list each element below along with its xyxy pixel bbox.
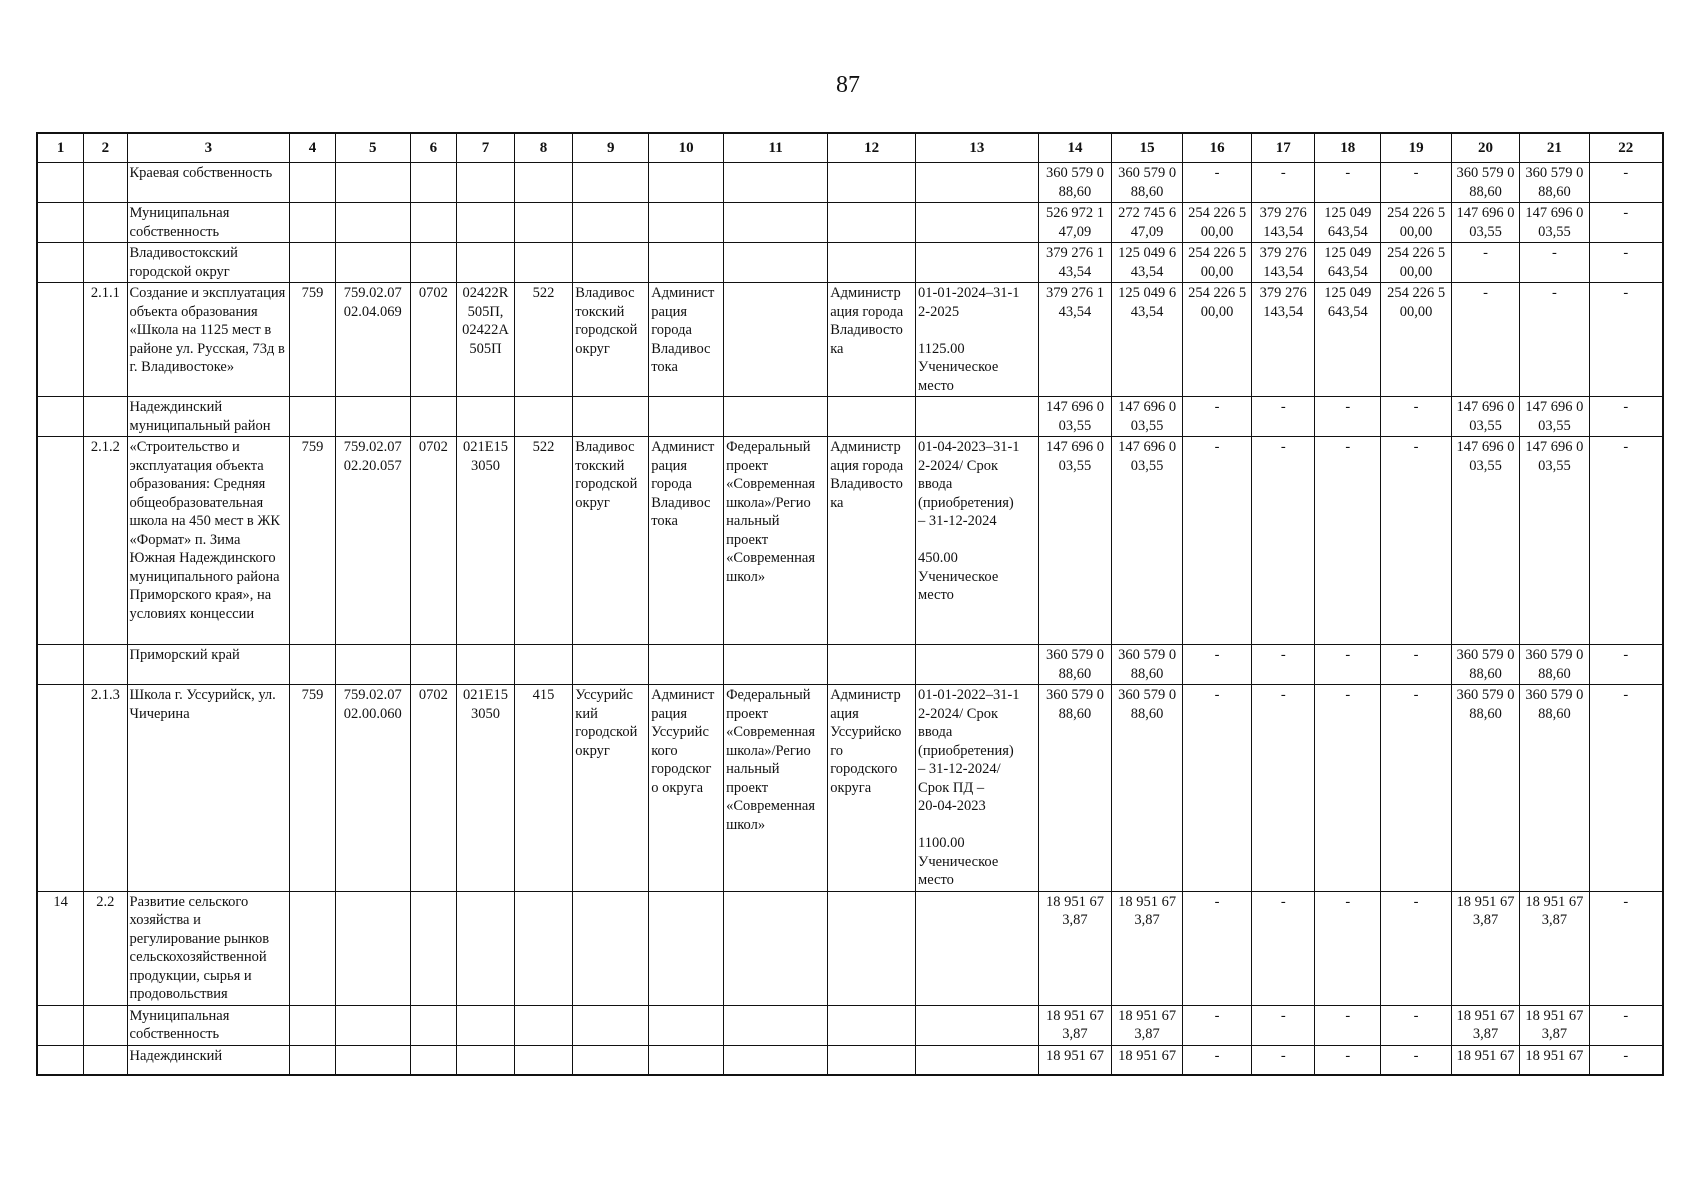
- table-cell: 522: [514, 437, 573, 645]
- table-cell: [290, 1045, 336, 1075]
- table-cell: [828, 163, 916, 203]
- table-cell: 18 951 67: [1038, 1045, 1112, 1075]
- table-cell: 18 951 67 3,87: [1451, 1005, 1519, 1045]
- table-cell: [457, 397, 514, 437]
- table-cell: [724, 891, 828, 1005]
- table-cell: 18 951 67 3,87: [1112, 891, 1183, 1005]
- table-cell: [457, 1045, 514, 1075]
- budget-table: [36, 132, 1664, 1076]
- table-cell: 254 226 5 00,00: [1182, 203, 1251, 243]
- table-cell: -: [1252, 645, 1315, 685]
- table-cell: [335, 203, 410, 243]
- table-cell: 18 951 67: [1520, 1045, 1589, 1075]
- table-cell: [573, 891, 649, 1005]
- table-cell: 125 049 643,54: [1315, 203, 1381, 243]
- column-header: 17: [1252, 133, 1315, 163]
- table-cell: [457, 645, 514, 685]
- table-cell: 0702: [410, 283, 457, 397]
- table-cell: [916, 891, 1039, 1005]
- table-cell: Администр ация Уссурийско го городского округа: [828, 685, 916, 892]
- table-cell: -: [1589, 1045, 1663, 1075]
- column-header: 16: [1182, 133, 1251, 163]
- table-cell: -: [1381, 891, 1452, 1005]
- table-cell: [514, 243, 573, 283]
- table-cell: -: [1589, 437, 1663, 645]
- table-cell: 18 951 67 3,87: [1520, 891, 1589, 1005]
- column-header: 22: [1589, 133, 1663, 163]
- table-row: [37, 163, 1663, 203]
- column-header: 9: [573, 133, 649, 163]
- table-cell: 18 951 67 3,87: [1038, 1005, 1112, 1045]
- table-cell: [290, 243, 336, 283]
- table-row: [37, 685, 1663, 892]
- table-cell: 360 579 0 88,60: [1520, 685, 1589, 892]
- column-header: 2: [84, 133, 127, 163]
- table-cell: [573, 645, 649, 685]
- table-cell: -: [1520, 243, 1589, 283]
- table-cell: -: [1182, 645, 1251, 685]
- table-cell: 360 579 0 88,60: [1520, 163, 1589, 203]
- table-cell: Школа г. Уссурийск, ул. Чичерина: [127, 685, 290, 892]
- table-cell: [37, 1005, 84, 1045]
- table-cell: 147 696 0 03,55: [1451, 437, 1519, 645]
- table-cell: -: [1589, 685, 1663, 892]
- table-cell: [649, 1005, 724, 1045]
- table-cell: [37, 163, 84, 203]
- table-cell: [37, 1045, 84, 1075]
- header-row: [37, 133, 1663, 163]
- table-cell: -: [1589, 203, 1663, 243]
- table-cell: [724, 243, 828, 283]
- table-cell: [457, 1005, 514, 1045]
- table-cell: 254 226 5 00,00: [1381, 243, 1452, 283]
- table-cell: 360 579 0 88,60: [1038, 685, 1112, 892]
- table-cell: -: [1520, 283, 1589, 397]
- table-cell: -: [1182, 1045, 1251, 1075]
- table-cell: [84, 397, 127, 437]
- table-cell: [514, 1005, 573, 1045]
- table-cell: [573, 163, 649, 203]
- table-cell: 2.1.2: [84, 437, 127, 645]
- table-cell: [514, 891, 573, 1005]
- table-cell: [37, 397, 84, 437]
- table-cell: -: [1589, 163, 1663, 203]
- table-cell: 18 951 67: [1112, 1045, 1183, 1075]
- table-cell: -: [1182, 1005, 1251, 1045]
- table-cell: 18 951 67 3,87: [1038, 891, 1112, 1005]
- table-cell: 2.1.1: [84, 283, 127, 397]
- table-body: [37, 163, 1663, 1076]
- table-cell: 147 696 0 03,55: [1451, 203, 1519, 243]
- table-cell: «Строительство и эксплуатация объекта образования: Средняя общеобразовательная школа на 450 мест в ЖК «Формат» п. Зима Южная Надеждинского муниципального района Приморского края», на условиях концессии: [127, 437, 290, 645]
- table-cell: 360 579 0 88,60: [1451, 685, 1519, 892]
- table-cell: -: [1252, 397, 1315, 437]
- page-number: 87: [836, 72, 860, 98]
- table-cell: [828, 891, 916, 1005]
- table-cell: [573, 203, 649, 243]
- column-header: 5: [335, 133, 410, 163]
- table-cell: 254 226 5 00,00: [1381, 283, 1452, 397]
- table-cell: Создание и эксплуатация объекта образования «Школа на 1125 мест в районе ул. Русская, 73д в г. Владивостоке»: [127, 283, 290, 397]
- table-cell: 01-04-2023–31-1 2-2024/ Срок ввода (приобретения) – 31-12-2024 450.00 Ученическое место: [916, 437, 1039, 645]
- table-cell: [290, 1005, 336, 1045]
- column-header: 7: [457, 133, 514, 163]
- column-header: 15: [1112, 133, 1183, 163]
- table-cell: [290, 163, 336, 203]
- table-cell: [290, 397, 336, 437]
- table-cell: 147 696 0 03,55: [1112, 397, 1183, 437]
- table-cell: 01-01-2024–31-1 2-2025 1125.00 Ученическое место: [916, 283, 1039, 397]
- table-cell: 360 579 0 88,60: [1451, 645, 1519, 685]
- table-cell: [514, 645, 573, 685]
- table-cell: 147 696 0 03,55: [1451, 397, 1519, 437]
- table-cell: 379 276 1 43,54: [1038, 243, 1112, 283]
- table-cell: Админист рация города Владивос тока: [649, 283, 724, 397]
- column-header: 4: [290, 133, 336, 163]
- table-cell: -: [1381, 397, 1452, 437]
- table-cell: [84, 243, 127, 283]
- table-cell: [649, 1045, 724, 1075]
- table-cell: [37, 437, 84, 645]
- table-cell: Краевая собственность: [127, 163, 290, 203]
- table-cell: [916, 1005, 1039, 1045]
- table-cell: [410, 1045, 457, 1075]
- column-header: 10: [649, 133, 724, 163]
- table-cell: [410, 1005, 457, 1045]
- table-cell: [335, 645, 410, 685]
- table-cell: [724, 203, 828, 243]
- table-cell: -: [1589, 397, 1663, 437]
- table-cell: [916, 203, 1039, 243]
- column-header: 12: [828, 133, 916, 163]
- table-cell: [916, 645, 1039, 685]
- table-cell: 360 579 0 88,60: [1038, 163, 1112, 203]
- table-cell: -: [1381, 1005, 1452, 1045]
- table-cell: -: [1589, 283, 1663, 397]
- table-cell: -: [1589, 243, 1663, 283]
- table-cell: Владивос токский городской округ: [573, 283, 649, 397]
- table-cell: [916, 163, 1039, 203]
- table-cell: 021E15 3050: [457, 437, 514, 645]
- table-cell: -: [1252, 891, 1315, 1005]
- table-cell: Федеральный проект «Современная школа»/Регио нальный проект «Современная школ»: [724, 437, 828, 645]
- table-cell: [457, 243, 514, 283]
- table-cell: [916, 243, 1039, 283]
- table-cell: -: [1315, 1045, 1381, 1075]
- table-cell: [828, 1005, 916, 1045]
- table-cell: 759: [290, 685, 336, 892]
- column-header: 19: [1381, 133, 1452, 163]
- table-cell: 125 049 6 43,54: [1112, 283, 1183, 397]
- column-header: 21: [1520, 133, 1589, 163]
- table-cell: 254 226 5 00,00: [1381, 203, 1452, 243]
- table-cell: [84, 163, 127, 203]
- table-cell: Надеждинский муниципальный район: [127, 397, 290, 437]
- table-cell: [649, 397, 724, 437]
- table-cell: Федеральный проект «Современная школа»/Регио нальный проект «Современная школ»: [724, 685, 828, 892]
- table-cell: [410, 645, 457, 685]
- table-cell: -: [1381, 645, 1452, 685]
- table-cell: [573, 1005, 649, 1045]
- table-cell: [37, 243, 84, 283]
- table-cell: 125 049 6 43,54: [1112, 243, 1183, 283]
- table-cell: [335, 163, 410, 203]
- table-cell: 522: [514, 283, 573, 397]
- table-cell: [84, 1045, 127, 1075]
- table-cell: [37, 685, 84, 892]
- column-header: 8: [514, 133, 573, 163]
- table-cell: 415: [514, 685, 573, 892]
- table-cell: [457, 203, 514, 243]
- column-header: 11: [724, 133, 828, 163]
- table-cell: 360 579 0 88,60: [1451, 163, 1519, 203]
- table-cell: 379 276 143,54: [1252, 203, 1315, 243]
- table-cell: 379 276 143,54: [1252, 243, 1315, 283]
- table-cell: [514, 163, 573, 203]
- table-cell: Уссурийс кий городской округ: [573, 685, 649, 892]
- table-row: [37, 1045, 1663, 1075]
- table-cell: -: [1589, 891, 1663, 1005]
- table-row: [37, 645, 1663, 685]
- table-cell: 254 226 5 00,00: [1182, 243, 1251, 283]
- table-cell: [724, 1005, 828, 1045]
- table-cell: 0702: [410, 437, 457, 645]
- table-cell: 147 696 0 03,55: [1112, 437, 1183, 645]
- table-row: [37, 437, 1663, 645]
- table-cell: 01-01-2022–31-1 2-2024/ Срок ввода (приобретения) – 31-12-2024/ Срок ПД – 20-04-2023 1100.00 Ученическое место: [916, 685, 1039, 892]
- table-cell: 18 951 67 3,87: [1451, 891, 1519, 1005]
- table-cell: -: [1252, 685, 1315, 892]
- table-cell: [37, 203, 84, 243]
- table-cell: -: [1315, 1005, 1381, 1045]
- table-cell: -: [1182, 685, 1251, 892]
- table-cell: [724, 645, 828, 685]
- table-cell: 2.2: [84, 891, 127, 1005]
- table-row: [37, 203, 1663, 243]
- table-cell: Администр ация города Владивосто ка: [828, 437, 916, 645]
- table-cell: Владивос токский городской округ: [573, 437, 649, 645]
- table-cell: 18 951 67 3,87: [1112, 1005, 1183, 1045]
- table-cell: [828, 203, 916, 243]
- table-cell: 759.02.07 02.04.069: [335, 283, 410, 397]
- table-cell: 147 696 0 03,55: [1520, 203, 1589, 243]
- table-cell: -: [1381, 437, 1452, 645]
- table-cell: -: [1315, 891, 1381, 1005]
- table-cell: 125 049 643,54: [1315, 243, 1381, 283]
- table-row: [37, 283, 1663, 397]
- table-row: [37, 243, 1663, 283]
- table-cell: [724, 163, 828, 203]
- table-cell: Администр ация города Владивосто ка: [828, 283, 916, 397]
- table-cell: Муниципальная собственность: [127, 1005, 290, 1045]
- table-cell: -: [1451, 243, 1519, 283]
- column-header: 14: [1038, 133, 1112, 163]
- table-cell: -: [1182, 397, 1251, 437]
- table-cell: [290, 891, 336, 1005]
- table-cell: -: [1381, 163, 1452, 203]
- table-cell: [290, 203, 336, 243]
- table-cell: [828, 397, 916, 437]
- table-cell: -: [1252, 163, 1315, 203]
- table-cell: 18 951 67: [1451, 1045, 1519, 1075]
- table-cell: 147 696 0 03,55: [1038, 437, 1112, 645]
- table-cell: Админист рация города Владивос тока: [649, 437, 724, 645]
- table-cell: 360 579 0 88,60: [1112, 163, 1183, 203]
- table-cell: [724, 283, 828, 397]
- table-cell: [410, 243, 457, 283]
- table-cell: 14: [37, 891, 84, 1005]
- table-cell: -: [1252, 437, 1315, 645]
- table-cell: -: [1381, 685, 1452, 892]
- table-cell: 759: [290, 437, 336, 645]
- table-cell: [84, 1005, 127, 1045]
- table-cell: [916, 1045, 1039, 1075]
- table-cell: [724, 397, 828, 437]
- table-cell: [573, 397, 649, 437]
- table-cell: -: [1589, 645, 1663, 685]
- table-cell: 379 276 1 43,54: [1038, 283, 1112, 397]
- table-cell: 526 972 1 47,09: [1038, 203, 1112, 243]
- table-cell: [37, 283, 84, 397]
- table-cell: -: [1315, 163, 1381, 203]
- table-cell: -: [1315, 685, 1381, 892]
- table-cell: 147 696 0 03,55: [1520, 437, 1589, 645]
- table-cell: 021E15 3050: [457, 685, 514, 892]
- table-cell: Надеждинский: [127, 1045, 290, 1075]
- table-cell: [457, 891, 514, 1005]
- table-cell: [410, 163, 457, 203]
- table-cell: -: [1589, 1005, 1663, 1045]
- table-cell: 759.02.07 02.20.057: [335, 437, 410, 645]
- table-cell: [828, 243, 916, 283]
- table-row: [37, 891, 1663, 1005]
- table-cell: [573, 1045, 649, 1075]
- table-cell: -: [1182, 437, 1251, 645]
- table-cell: [410, 203, 457, 243]
- table-cell: 360 579 0 88,60: [1520, 645, 1589, 685]
- table-cell: [335, 397, 410, 437]
- table-row: [37, 1005, 1663, 1045]
- table-cell: [573, 243, 649, 283]
- table-cell: -: [1315, 397, 1381, 437]
- table-cell: -: [1182, 891, 1251, 1005]
- table-cell: -: [1315, 437, 1381, 645]
- table-cell: Владивостокский городской округ: [127, 243, 290, 283]
- column-header: 13: [916, 133, 1039, 163]
- table-cell: [335, 243, 410, 283]
- column-header: 1: [37, 133, 84, 163]
- table-cell: 759: [290, 283, 336, 397]
- table-cell: [84, 203, 127, 243]
- table-cell: [649, 203, 724, 243]
- table-cell: 254 226 5 00,00: [1182, 283, 1251, 397]
- table-cell: Развитие сельского хозяйства и регулирование рынков сельскохозяйственной продукции, сырья и продовольствия: [127, 891, 290, 1005]
- table-cell: [410, 397, 457, 437]
- table-cell: -: [1315, 645, 1381, 685]
- table-cell: 360 579 0 88,60: [1112, 685, 1183, 892]
- table-cell: [335, 1005, 410, 1045]
- table-cell: 360 579 0 88,60: [1038, 645, 1112, 685]
- table-cell: 147 696 0 03,55: [1038, 397, 1112, 437]
- table-cell: 360 579 0 88,60: [1112, 645, 1183, 685]
- table-cell: 18 951 67 3,87: [1520, 1005, 1589, 1045]
- table-cell: [335, 891, 410, 1005]
- table-cell: [514, 397, 573, 437]
- table-cell: 2.1.3: [84, 685, 127, 892]
- table-cell: Админист рация Уссурийс кого городског о округа: [649, 685, 724, 892]
- table-cell: Муниципальная собственность: [127, 203, 290, 243]
- table-cell: [649, 645, 724, 685]
- table-cell: 759.02.07 02.00.060: [335, 685, 410, 892]
- table-cell: -: [1381, 1045, 1452, 1075]
- column-header: 18: [1315, 133, 1381, 163]
- column-header: 3: [127, 133, 290, 163]
- table-cell: -: [1252, 1005, 1315, 1045]
- table-cell: [37, 645, 84, 685]
- table-cell: [457, 163, 514, 203]
- table-cell: 125 049 643,54: [1315, 283, 1381, 397]
- table-cell: 272 745 6 47,09: [1112, 203, 1183, 243]
- table-cell: [649, 891, 724, 1005]
- table-cell: [290, 645, 336, 685]
- table-cell: Приморский край: [127, 645, 290, 685]
- table-cell: [828, 1045, 916, 1075]
- table-cell: 0702: [410, 685, 457, 892]
- table-cell: [84, 645, 127, 685]
- column-header: 6: [410, 133, 457, 163]
- table-cell: [514, 1045, 573, 1075]
- table-cell: [724, 1045, 828, 1075]
- table-cell: 379 276 143,54: [1252, 283, 1315, 397]
- column-header: 20: [1451, 133, 1519, 163]
- table-cell: [649, 163, 724, 203]
- table-cell: -: [1451, 283, 1519, 397]
- table-cell: [410, 891, 457, 1005]
- table-cell: [916, 397, 1039, 437]
- table-cell: [828, 645, 916, 685]
- table-cell: [335, 1045, 410, 1075]
- table-row: [37, 397, 1663, 437]
- table-cell: 02422R 505П, 02422A 505П: [457, 283, 514, 397]
- table-cell: 147 696 0 03,55: [1520, 397, 1589, 437]
- table-cell: -: [1182, 163, 1251, 203]
- table-cell: -: [1252, 1045, 1315, 1075]
- table-cell: [649, 243, 724, 283]
- table-cell: [514, 203, 573, 243]
